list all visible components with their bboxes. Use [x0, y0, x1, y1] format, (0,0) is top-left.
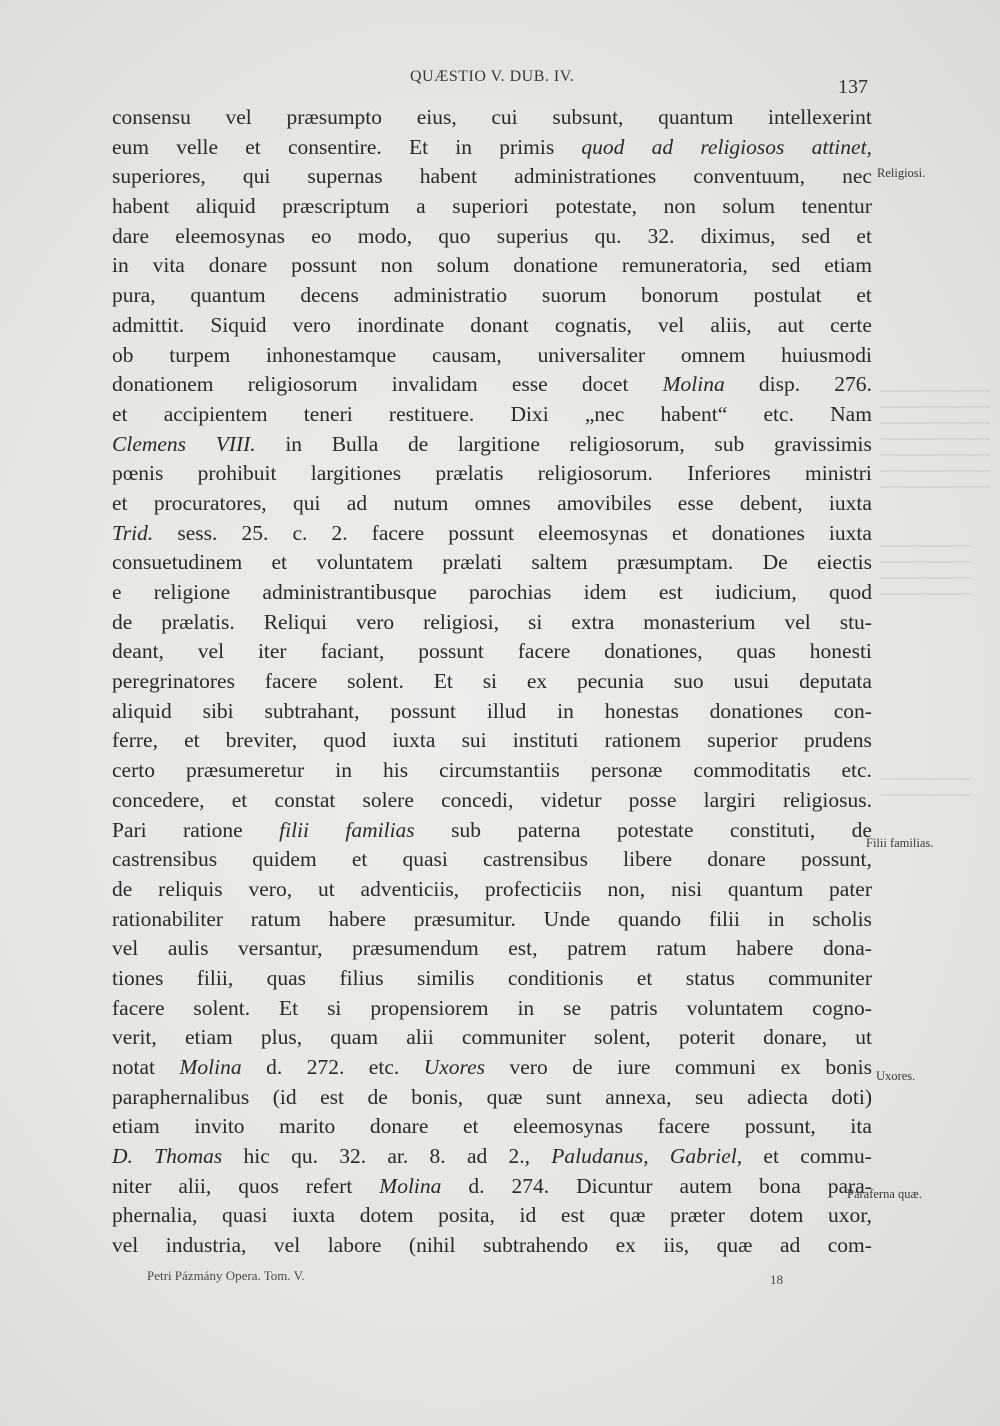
bleed-through-marginalia: [880, 390, 990, 500]
text-line: niter alii, quos refert Molina d. 274. Dicuntur autem bona para-: [112, 1173, 872, 1198]
text-line: et procuratores, qui ad nutum omnes amovibiles esse debent, iuxta: [112, 490, 872, 515]
text-line: de reliquis vero, ut adventiciis, profecticiis non, nisi quantum pater: [112, 876, 872, 901]
text-line: pura, quantum decens administratio suorum bonorum postulat et: [112, 283, 872, 308]
text-line: in vita donare possunt non solum donatione remuneratoria, sed etiam: [112, 253, 872, 278]
text-line: ob turpem inhonestamque causam, universaliter omnem huiusmodi: [112, 342, 872, 367]
text-line: de prælatis. Reliqui vero religiosi, si extra monasterium vel stu-: [112, 609, 872, 634]
margin-note-uxores: Uxores.: [876, 1069, 916, 1083]
text-line: verit, etiam plus, quam alii communiter solent, poterit donare, ut: [112, 1025, 872, 1050]
text-line: consensu vel præsumpto eius, cui subsunt, quantum intellexerint: [112, 105, 872, 129]
text-line: Clemens VIII. in Bulla de largitione religiosorum, sub gravissimis: [112, 431, 872, 456]
text-line: certo præsumeretur in his circumstantiis personæ commoditatis etc.: [112, 758, 872, 783]
text-line: aliquid sibi subtrahant, possunt illud in honestas donationes con-: [112, 698, 872, 723]
text-line: phernalia, quasi iuxta dotem posita, id est quæ præter dotem uxor,: [112, 1203, 872, 1228]
text-line: vel aulis versantur, præsumendum est, patrem ratum habere dona-: [112, 936, 872, 961]
text-line: D. Thomas hic qu. 32. ar. 8. ad 2., Paludanus, Gabriel, et commu-: [112, 1144, 872, 1169]
margin-note-filii-familias: Filii familias.: [866, 836, 934, 850]
text-line: ferre, et breviter, quod iuxta sui instituti rationem superior prudens: [112, 728, 872, 753]
text-line: eum velle et consentire. Et in primis quod ad religiosos attinet,: [112, 134, 872, 159]
text-line: deant, vel iter faciant, possunt facere donationes, quas honesti: [112, 639, 872, 664]
text-line: facere solent. Et si propensiorem in se patris voluntatem cogno-: [112, 995, 872, 1020]
margin-note-paraferna: Paraferna quæ.: [847, 1187, 922, 1201]
text-line: et accipientem teneri restituere. Dixi „nec habent“ etc. Nam: [112, 401, 872, 426]
text-line: consuetudinem et voluntatem prælati saltem præsumptam. De eiectis: [112, 550, 872, 575]
text-line: castrensibus quidem et quasi castrensibus libere donare possunt,: [112, 847, 872, 872]
bleed-through-marginalia: [880, 778, 970, 810]
body-text: [112, 103, 872, 1261]
footer-signature: Petri Pázmány Opera. Tom. V.: [147, 1268, 305, 1283]
margin-note-religiosi: Religiosi.: [877, 166, 926, 180]
text-line: Trid. sess. 25. c. 2. facere possunt eleemosynas et donationes iuxta: [112, 520, 872, 545]
text-line: rationabiliter ratum habere præsumitur. Unde quando filii in scholis: [112, 906, 872, 931]
text-line: tiones filii, quas filius similis conditionis et status communiter: [112, 965, 872, 990]
text-line: concedere, et constat solere concedi, videtur posse largiri religiosus.: [112, 787, 872, 812]
text-line: paraphernalibus (id est de bonis, quæ sunt annexa, seu adiecta doti): [112, 1084, 872, 1109]
bleed-through-marginalia: [880, 545, 970, 605]
text-line: admittit. Siquid vero inordinate donant cognatis, vel aliis, aut certe: [112, 312, 872, 337]
text-line: Pari ratione filii familias sub paterna potestate constituti, de: [112, 817, 872, 842]
text-line: habent aliquid præscriptum a superiori potestate, non solum tenentur: [112, 194, 872, 219]
text-line: notat Molina d. 272. etc. Uxores vero de iure communi ex bonis: [112, 1055, 872, 1079]
text-line: peregrinatores facere solent. Et si ex pecunia suo usui deputata: [112, 669, 872, 694]
text-line: vel industria, vel labore (nihil subtrahendo ex iis, quæ ad com-: [112, 1233, 872, 1258]
page-number: 137: [838, 76, 868, 98]
text-line: etiam invito marito donare et eleemosynas facere possunt, ita: [112, 1114, 872, 1139]
text-line: e religione administrantibusque parochias idem est iudicium, quod: [112, 580, 872, 604]
running-head: QUÆSTIO V. DUB. IV.: [410, 68, 575, 85]
footer-sheet-number: 18: [770, 1272, 783, 1287]
text-line: donationem religiosorum invalidam esse docet Molina disp. 276.: [112, 372, 872, 397]
text-line: pœnis prohibuit largitiones prælatis religiosorum. Inferiores ministri: [112, 461, 872, 486]
text-line: dare eleemosynas eo modo, quo superius qu. 32. diximus, sed et: [112, 223, 872, 248]
text-line: superiores, qui supernas habent administrationes conventuum, nec: [112, 164, 872, 189]
